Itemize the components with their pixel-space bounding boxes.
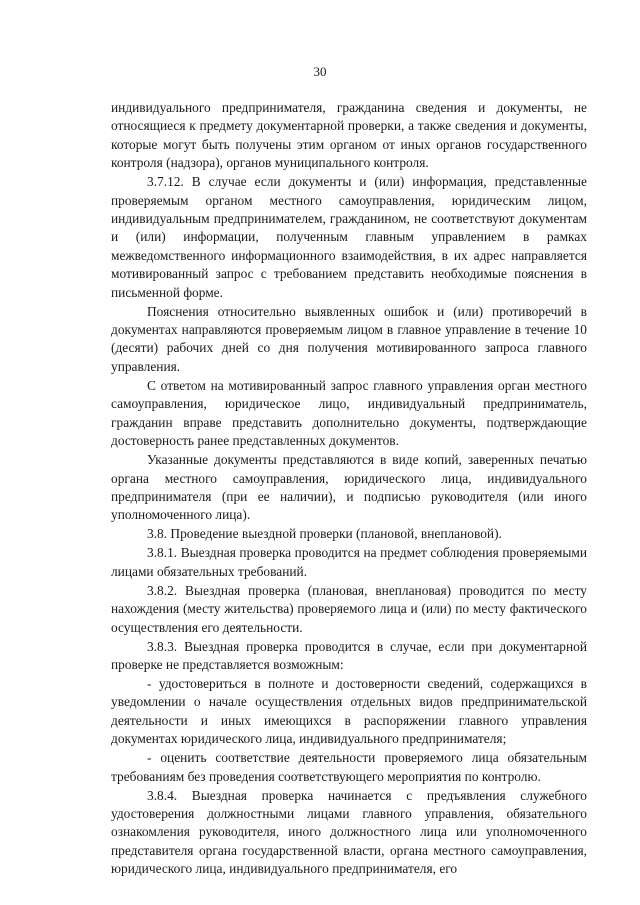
page-number: 30: [313, 64, 327, 79]
paragraph-3-8-3: 3.8.3. Выездная проверка проводится в случае, если при документарной проверке не представляется возможным:: [111, 638, 587, 672]
paragraph-copies: Указанные документы представляются в виде копий, заверенных печатью органа местного самоуправления, юридического лица, индивидуального предпринимателя (при ее наличии), и подписью руководителя (или иного уполномоченного лица).: [111, 452, 587, 523]
paragraph-3-8-2: 3.8.2. Выездная проверка (плановая, внеплановая) проводится по месту нахождения (месту жительства) проверяемого лица и (или) по месту фактического осуществления его деятельности.: [111, 582, 587, 635]
list-item-verify: - удостовериться в полноте и достоверности сведений, содержащихся в уведомлении о начале осуществления отдельных видов предпринимательской деятельности и иных имеющихся в распоряжении главного управления документах юридического лица, индивидуального предпринимателя;: [111, 675, 587, 747]
paragraph-explanations: Пояснения относительно выявленных ошибок и (или) противоречий в документах направляются проверяемым лицом в главное управление в течение 10 (десяти) рабочих дней со дня получения мотивированного запроса главного управления.: [111, 303, 587, 374]
paragraph-3-7-12: 3.7.12. В случае если документы и (или) информация, представленные проверяемым органом местного самоуправления, юридическим лицом, индивидуальным предпринимателем, гражданином, не соответствуют документам и (или) информации, полученным главным управлением в рамках межведомственного информационного взаимодействия, в их адрес направляется мотивированный запрос с требованием представить необходимые пояснения в письменной форме.: [111, 174, 587, 300]
paragraph-3-8: 3.8. Проведение выездной проверки (плановой, внеплановой).: [147, 526, 502, 542]
paragraph-continuation: индивидуального предпринимателя, гражданина сведения и документы, не относящиеся к предмету документарной проверки, а также сведения и документы, которые могут быть получены этим органом от иных органов государственного контроля (надзора), органов муниципального контроля.: [111, 100, 587, 171]
document-body: [111, 99, 587, 879]
paragraph-response: С ответом на мотивированный запрос главного управления орган местного самоуправления, юридическое лицо, индивидуальный предприниматель, гражданин вправе представить дополнительно документы, подтверждающие достоверность ранее представленных документов.: [111, 377, 587, 449]
paragraph-3-8-4: 3.8.4. Выездная проверка начинается с предъявления служебного удостоверения должностными лицами главного управления, обязательного ознакомления руководителя, иного должностного лица или уполномоченного представителя органа государственной власти, органа местного самоуправления, юридического лица, индивидуального предпринимателя, его: [111, 787, 587, 877]
list-item-assess: - оценить соответствие деятельности проверяемого лица обязательным требованиям без проведения соответствующего мероприятия по контролю.: [111, 750, 587, 784]
paragraph-3-8-1: 3.8.1. Выездная проверка проводится на предмет соблюдения проверяемыми лицами обязательных требований.: [111, 545, 587, 579]
